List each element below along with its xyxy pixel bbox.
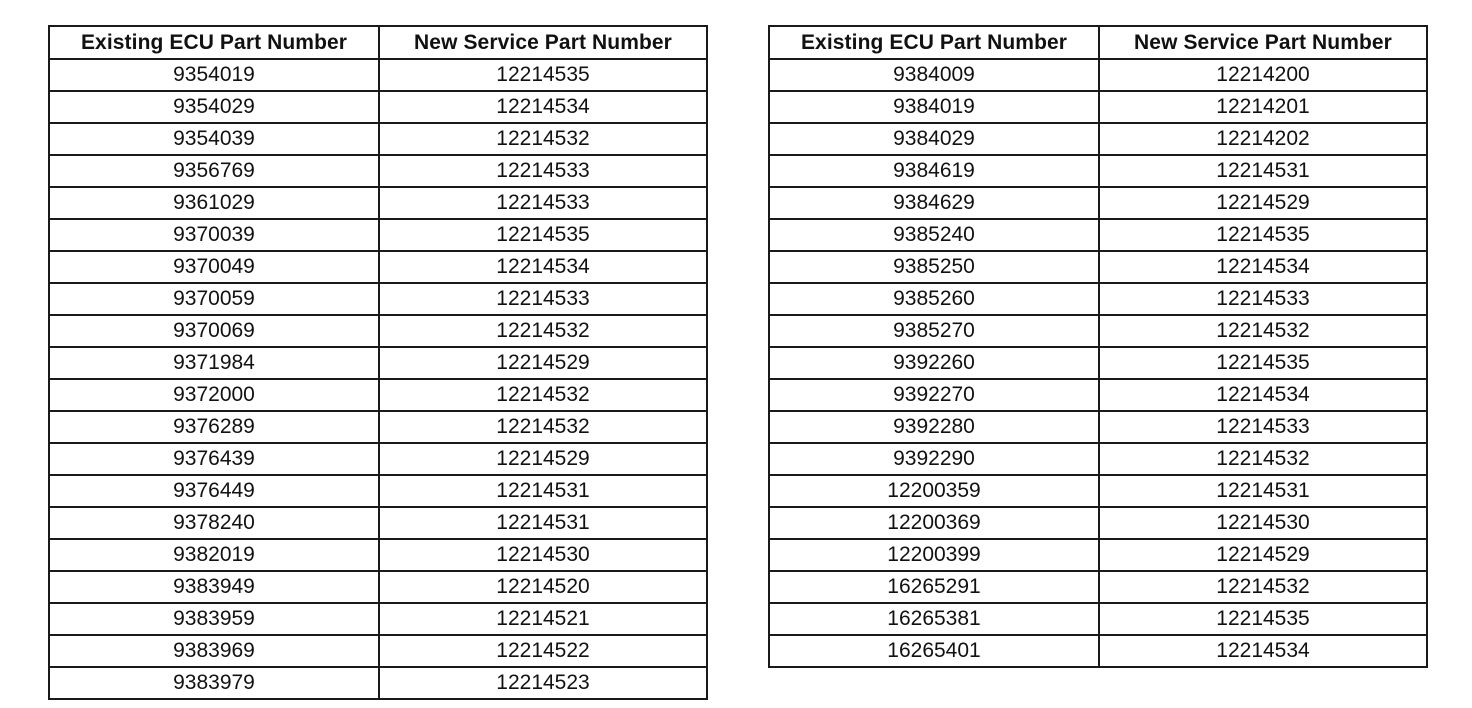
- existing-ecu-part-number-cell: 9354019: [49, 59, 379, 91]
- existing-ecu-part-number-cell: 9370059: [49, 283, 379, 315]
- existing-ecu-part-number-cell: 9385270: [769, 315, 1099, 347]
- new-service-part-number-cell: 12214532: [379, 315, 707, 347]
- existing-ecu-part-number-cell: 9384629: [769, 187, 1099, 219]
- new-service-part-number-cell: 12214535: [1099, 347, 1427, 379]
- table-row: [49, 539, 707, 571]
- new-service-part-number-cell: 12214535: [379, 219, 707, 251]
- table-row: [769, 91, 1427, 123]
- new-service-part-number-cell: 12214521: [379, 603, 707, 635]
- new-service-part-number-header: New Service Part Number: [379, 26, 707, 59]
- existing-ecu-part-number-cell: 9354039: [49, 123, 379, 155]
- existing-ecu-part-number-cell: 9361029: [49, 187, 379, 219]
- existing-ecu-part-number-cell: 9392260: [769, 347, 1099, 379]
- new-service-part-number-cell: 12214531: [1099, 155, 1427, 187]
- table-row: [49, 443, 707, 475]
- new-service-part-number-cell: 12214532: [379, 123, 707, 155]
- existing-ecu-part-number-cell: 9356769: [49, 155, 379, 187]
- table-row: [769, 187, 1427, 219]
- table-row: [769, 59, 1427, 91]
- existing-ecu-part-number-cell: 9370039: [49, 219, 379, 251]
- existing-ecu-part-number-cell: 9383979: [49, 667, 379, 699]
- part-number-table-right: [768, 25, 1428, 668]
- new-service-part-number-cell: 12214534: [1099, 635, 1427, 667]
- table-row: [49, 59, 707, 91]
- existing-ecu-part-number-header: Existing ECU Part Number: [769, 26, 1099, 59]
- new-service-part-number-cell: 12214533: [379, 283, 707, 315]
- table-body: [49, 59, 707, 699]
- table-row: [49, 187, 707, 219]
- new-service-part-number-cell: 12214530: [1099, 507, 1427, 539]
- table-row: [769, 411, 1427, 443]
- new-service-part-number-cell: 12214523: [379, 667, 707, 699]
- new-service-part-number-cell: 12214533: [379, 155, 707, 187]
- existing-ecu-part-number-cell: 9383949: [49, 571, 379, 603]
- new-service-part-number-cell: 12214529: [379, 347, 707, 379]
- table-row: [769, 315, 1427, 347]
- existing-ecu-part-number-cell: 9376289: [49, 411, 379, 443]
- existing-ecu-part-number-cell: 9371984: [49, 347, 379, 379]
- existing-ecu-part-number-cell: 9385240: [769, 219, 1099, 251]
- existing-ecu-part-number-cell: 9383959: [49, 603, 379, 635]
- existing-ecu-part-number-cell: 9354029: [49, 91, 379, 123]
- existing-ecu-part-number-cell: 9376439: [49, 443, 379, 475]
- table-row: [49, 379, 707, 411]
- existing-ecu-part-number-cell: 9370069: [49, 315, 379, 347]
- table-row: [769, 155, 1427, 187]
- existing-ecu-part-number-cell: 9384009: [769, 59, 1099, 91]
- table-row: [49, 123, 707, 155]
- new-service-part-number-cell: 12214532: [379, 411, 707, 443]
- existing-ecu-part-number-cell: 9385260: [769, 283, 1099, 315]
- new-service-part-number-cell: 12214534: [1099, 251, 1427, 283]
- table-row: [769, 283, 1427, 315]
- existing-ecu-part-number-cell: 12200399: [769, 539, 1099, 571]
- new-service-part-number-cell: 12214532: [1099, 443, 1427, 475]
- new-service-part-number-cell: 12214531: [1099, 475, 1427, 507]
- new-service-part-number-cell: 12214532: [1099, 571, 1427, 603]
- new-service-part-number-cell: 12214201: [1099, 91, 1427, 123]
- existing-ecu-part-number-cell: 16265291: [769, 571, 1099, 603]
- table-row: [49, 667, 707, 699]
- existing-ecu-part-number-cell: 16265401: [769, 635, 1099, 667]
- table-row: [49, 411, 707, 443]
- existing-ecu-part-number-cell: 12200359: [769, 475, 1099, 507]
- table-row: [49, 475, 707, 507]
- new-service-part-number-cell: 12214531: [379, 475, 707, 507]
- new-service-part-number-cell: 12214532: [379, 379, 707, 411]
- table-row: [769, 635, 1427, 667]
- existing-ecu-part-number-header: Existing ECU Part Number: [49, 26, 379, 59]
- new-service-part-number-header: New Service Part Number: [1099, 26, 1427, 59]
- existing-ecu-part-number-cell: 16265381: [769, 603, 1099, 635]
- table-row: [49, 155, 707, 187]
- part-number-table-left: [48, 25, 708, 700]
- table-row: [769, 539, 1427, 571]
- new-service-part-number-cell: 12214520: [379, 571, 707, 603]
- table-row: [49, 315, 707, 347]
- new-service-part-number-cell: 12214200: [1099, 59, 1427, 91]
- table-row: [769, 507, 1427, 539]
- existing-ecu-part-number-cell: 9378240: [49, 507, 379, 539]
- existing-ecu-part-number-cell: 9372000: [49, 379, 379, 411]
- table-row: [769, 475, 1427, 507]
- existing-ecu-part-number-cell: 9392270: [769, 379, 1099, 411]
- new-service-part-number-cell: 12214522: [379, 635, 707, 667]
- table-row: [49, 507, 707, 539]
- existing-ecu-part-number-cell: 9392290: [769, 443, 1099, 475]
- table-row: [769, 219, 1427, 251]
- new-service-part-number-cell: 12214533: [379, 187, 707, 219]
- new-service-part-number-cell: 12214532: [1099, 315, 1427, 347]
- existing-ecu-part-number-cell: 9370049: [49, 251, 379, 283]
- table-row: [49, 91, 707, 123]
- new-service-part-number-cell: 12214534: [1099, 379, 1427, 411]
- table-row: [49, 219, 707, 251]
- table-row: [769, 347, 1427, 379]
- new-service-part-number-cell: 12214530: [379, 539, 707, 571]
- table-header-row: [769, 26, 1427, 59]
- existing-ecu-part-number-cell: 9376449: [49, 475, 379, 507]
- new-service-part-number-cell: 12214202: [1099, 123, 1427, 155]
- table-row: [769, 603, 1427, 635]
- table-row: [769, 571, 1427, 603]
- table-body: [769, 59, 1427, 667]
- existing-ecu-part-number-cell: 9384019: [769, 91, 1099, 123]
- table-row: [49, 571, 707, 603]
- new-service-part-number-cell: 12214534: [379, 251, 707, 283]
- table-row: [49, 283, 707, 315]
- table-row: [769, 251, 1427, 283]
- table-row: [49, 347, 707, 379]
- new-service-part-number-cell: 12214535: [1099, 603, 1427, 635]
- existing-ecu-part-number-cell: 9384029: [769, 123, 1099, 155]
- existing-ecu-part-number-cell: 9383969: [49, 635, 379, 667]
- table-row: [49, 635, 707, 667]
- new-service-part-number-cell: 12214534: [379, 91, 707, 123]
- new-service-part-number-cell: 12214535: [1099, 219, 1427, 251]
- table-row: [49, 603, 707, 635]
- new-service-part-number-cell: 12214533: [1099, 283, 1427, 315]
- table-row: [769, 123, 1427, 155]
- table-row: [769, 443, 1427, 475]
- new-service-part-number-cell: 12214533: [1099, 411, 1427, 443]
- existing-ecu-part-number-cell: 12200369: [769, 507, 1099, 539]
- new-service-part-number-cell: 12214529: [379, 443, 707, 475]
- new-service-part-number-cell: 12214535: [379, 59, 707, 91]
- existing-ecu-part-number-cell: 9385250: [769, 251, 1099, 283]
- new-service-part-number-cell: 12214531: [379, 507, 707, 539]
- new-service-part-number-cell: 12214529: [1099, 539, 1427, 571]
- table-header-row: [49, 26, 707, 59]
- existing-ecu-part-number-cell: 9384619: [769, 155, 1099, 187]
- table-row: [49, 251, 707, 283]
- table-row: [769, 379, 1427, 411]
- new-service-part-number-cell: 12214529: [1099, 187, 1427, 219]
- existing-ecu-part-number-cell: 9382019: [49, 539, 379, 571]
- existing-ecu-part-number-cell: 9392280: [769, 411, 1099, 443]
